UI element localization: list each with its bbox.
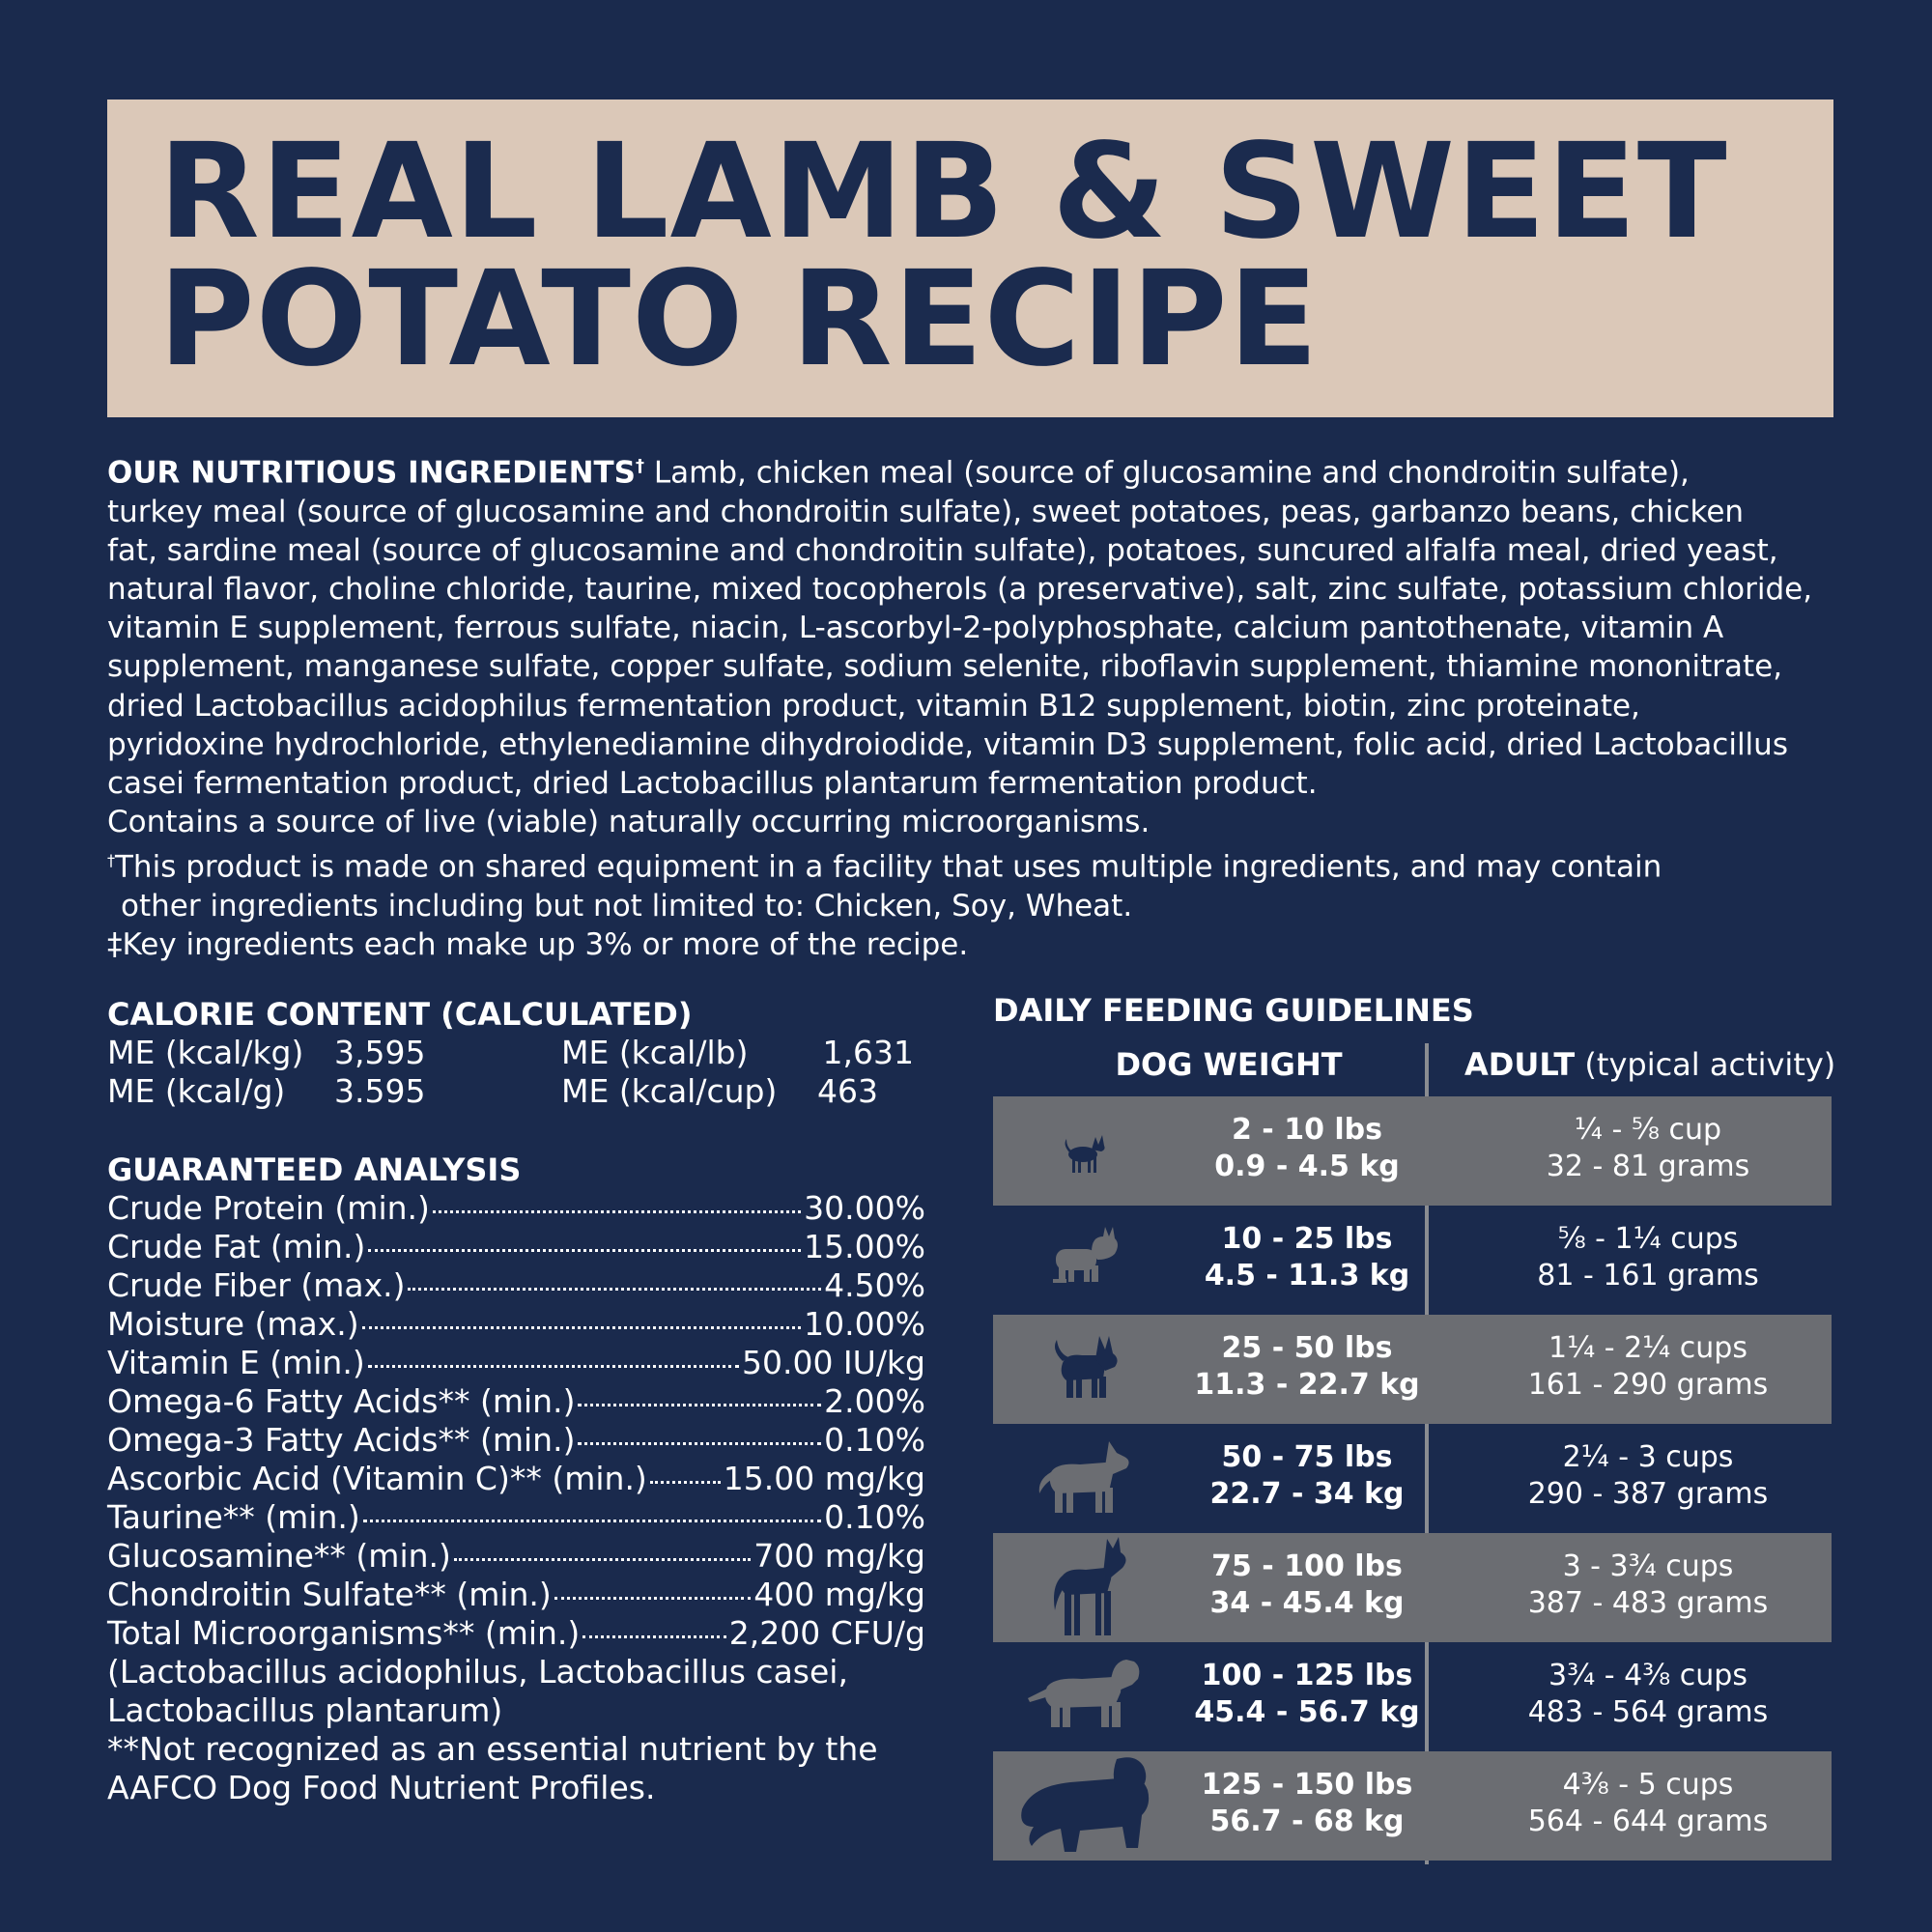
dot-leader bbox=[578, 1404, 821, 1406]
dot-leader bbox=[554, 1597, 751, 1600]
dot-leader bbox=[582, 1635, 725, 1638]
weight-lbs: 125 - 150 lbs bbox=[1201, 1768, 1413, 1802]
key-ingredients-note: ‡Key ingredients each make up 3% or more of the recipe. bbox=[107, 927, 969, 963]
dot-leader bbox=[362, 1326, 802, 1329]
guaranteed-analysis-section bbox=[107, 1151, 925, 1807]
amount-grams: 32 - 81 grams bbox=[1546, 1150, 1750, 1183]
ingredients-line: natural flavor, choline chloride, taurine, mixed tocopherols (a preservative), salt, zinc sulfate, potassium chloride, bbox=[107, 571, 1813, 607]
amount-grams: 387 - 483 grams bbox=[1527, 1586, 1769, 1620]
feeding-row bbox=[993, 1315, 1832, 1424]
feeding-row bbox=[993, 1096, 1832, 1206]
analysis-row bbox=[107, 1498, 925, 1537]
analysis-label: Moisture (max.) bbox=[107, 1305, 359, 1343]
analysis-value: 10.00% bbox=[804, 1305, 925, 1343]
amount-cups: 3 - 3¾ cups bbox=[1562, 1549, 1734, 1583]
dog-weight-cell bbox=[1148, 1658, 1466, 1731]
weight-lbs: 100 - 125 lbs bbox=[1201, 1659, 1413, 1692]
amount-grams: 290 - 387 grams bbox=[1527, 1477, 1769, 1511]
amount-grams: 483 - 564 grams bbox=[1527, 1695, 1769, 1729]
weight-lbs: 75 - 100 lbs bbox=[1211, 1549, 1403, 1583]
adult-amount-cell bbox=[1464, 1658, 1832, 1731]
analysis-row bbox=[107, 1460, 925, 1498]
analysis-heading: GUARANTEED ANALYSIS bbox=[107, 1151, 522, 1188]
ingredients-line: vitamin E supplement, ferrous sulfate, niacin, L-ascorbyl-2-polyphosphate, calcium pantothenate, vitamin A bbox=[107, 611, 1724, 646]
amount-grams: 81 - 161 grams bbox=[1537, 1259, 1759, 1293]
ingredients-line: casei fermentation product, dried Lactobacillus plantarum fermentation product. bbox=[107, 765, 1318, 801]
feeding-row bbox=[993, 1642, 1832, 1751]
analysis-note: (Lactobacillus acidophilus, Lactobacillus casei, bbox=[107, 1653, 848, 1690]
title-line-1: REAL LAMB & SWEET bbox=[158, 116, 1728, 269]
amount-cups: 1¼ - 2¼ cups bbox=[1548, 1331, 1747, 1365]
dot-leader bbox=[433, 1210, 801, 1213]
weight-kg: 4.5 - 11.3 kg bbox=[1204, 1259, 1410, 1293]
calorie-value: 3.595 bbox=[334, 1072, 426, 1110]
analysis-value: 2,200 CFU/g bbox=[728, 1614, 925, 1652]
dot-leader bbox=[578, 1442, 821, 1445]
dog-weight-cell bbox=[1148, 1112, 1466, 1185]
adult-amount-cell bbox=[1464, 1112, 1832, 1185]
analysis-note: Lactobacillus plantarum) bbox=[107, 1691, 503, 1729]
analysis-value: 30.00% bbox=[804, 1189, 925, 1227]
analysis-label: Ascorbic Acid (Vitamin C)** (min.) bbox=[107, 1460, 647, 1497]
analysis-value: 400 mg/kg bbox=[753, 1576, 925, 1613]
weight-kg: 34 - 45.4 kg bbox=[1209, 1586, 1405, 1620]
adult-header-bold: ADULT bbox=[1464, 1046, 1576, 1083]
weight-lbs: 2 - 10 lbs bbox=[1231, 1113, 1383, 1147]
weight-kg: 0.9 - 4.5 kg bbox=[1214, 1150, 1400, 1183]
analysis-value: 15.00 mg/kg bbox=[723, 1460, 925, 1497]
amount-cups: 3¾ - 4⅜ cups bbox=[1548, 1659, 1747, 1692]
dot-leader bbox=[368, 1365, 739, 1368]
analysis-label: Omega-6 Fatty Acids** (min.) bbox=[107, 1382, 576, 1420]
calorie-grid bbox=[107, 1034, 957, 1111]
ingredients-section bbox=[107, 447, 1846, 964]
analysis-row bbox=[107, 1614, 925, 1653]
adult-header-rest: (typical activity) bbox=[1575, 1046, 1836, 1083]
analysis-label: Crude Protein (min.) bbox=[107, 1189, 430, 1227]
shared-equipment-note bbox=[107, 841, 1846, 887]
analysis-value: 15.00% bbox=[804, 1228, 925, 1265]
weight-kg: 11.3 - 22.7 kg bbox=[1194, 1368, 1420, 1402]
calorie-value: 1,631 bbox=[822, 1034, 914, 1071]
adult-amount-cell bbox=[1464, 1221, 1832, 1294]
weight-lbs: 50 - 75 lbs bbox=[1221, 1440, 1393, 1474]
weight-lbs: 10 - 25 lbs bbox=[1221, 1222, 1393, 1256]
french-bulldog-icon bbox=[1012, 1206, 1152, 1315]
analysis-value: 700 mg/kg bbox=[753, 1537, 925, 1575]
analysis-value: 0.10% bbox=[824, 1498, 925, 1536]
calorie-label: ME (kcal/lb) bbox=[561, 1034, 749, 1071]
feeding-row bbox=[993, 1751, 1832, 1861]
feeding-row bbox=[993, 1424, 1832, 1533]
adult-amount-cell bbox=[1464, 1330, 1832, 1404]
analysis-row bbox=[107, 1189, 925, 1228]
ingredients-line: supplement, manganese sulfate, copper sulfate, sodium selenite, riboflavin supplement, thiamine mononitrate, bbox=[107, 649, 1783, 685]
analysis-row bbox=[107, 1344, 925, 1382]
analysis-value: 4.50% bbox=[824, 1266, 925, 1304]
weight-kg: 22.7 - 34 kg bbox=[1209, 1477, 1405, 1511]
analysis-row bbox=[107, 1382, 925, 1421]
analysis-row bbox=[107, 1305, 925, 1344]
dot-leader bbox=[650, 1481, 721, 1484]
dog-weight-cell bbox=[1148, 1548, 1466, 1622]
adult-amount-cell bbox=[1464, 1767, 1832, 1840]
weight-lbs: 25 - 50 lbs bbox=[1221, 1331, 1393, 1365]
amount-cups: ¼ - ⅝ cup bbox=[1574, 1113, 1722, 1147]
analysis-note: **Not recognized as an essential nutrient by the bbox=[107, 1730, 878, 1768]
fluffy-large-dog-icon bbox=[1012, 1751, 1152, 1861]
dot-leader bbox=[454, 1558, 751, 1561]
title-banner bbox=[107, 99, 1833, 417]
analysis-label: Crude Fat (min.) bbox=[107, 1228, 366, 1265]
ingredients-line: fat, sardine meal (source of glucosamine and chondroitin sulfate), potatoes, suncured alfalfa meal, dried yeast, bbox=[107, 532, 1778, 568]
analysis-label: Chondroitin Sulfate** (min.) bbox=[107, 1576, 552, 1613]
amount-cups: 4⅜ - 5 cups bbox=[1562, 1768, 1734, 1802]
analysis-value: 2.00% bbox=[824, 1382, 925, 1420]
analysis-note: AAFCO Dog Food Nutrient Profiles. bbox=[107, 1769, 656, 1806]
dot-leader bbox=[363, 1520, 821, 1522]
terrier-icon bbox=[1012, 1315, 1152, 1424]
amount-grams: 564 - 644 grams bbox=[1527, 1804, 1769, 1838]
feeding-row bbox=[993, 1206, 1832, 1315]
dog-weight-cell bbox=[1148, 1767, 1466, 1840]
shared-equipment-line-1: This product is made on shared equipment in a facility that uses multiple ingredients, and may contain bbox=[115, 849, 1662, 885]
title-line-2: POTATO RECIPE bbox=[158, 243, 1320, 396]
ingredients-line: pyridoxine hydrochloride, ethylenediamine dihydroiodide, vitamin D3 supplement, folic acid, dried Lactobacillus bbox=[107, 726, 1788, 762]
ingredients-heading: OUR NUTRITIOUS INGREDIENTS bbox=[107, 455, 637, 491]
dot-leader bbox=[368, 1249, 801, 1252]
calorie-content-section bbox=[107, 995, 957, 1111]
analysis-row bbox=[107, 1576, 925, 1614]
ingredients-line: dried Lactobacillus acidophilus fermentation product, vitamin B12 supplement, biotin, zinc proteinate, bbox=[107, 688, 1640, 724]
live-microorganisms-note: Contains a source of live (viable) naturally occurring microorganisms. bbox=[107, 805, 1151, 840]
calorie-label: ME (kcal/cup) bbox=[561, 1072, 778, 1110]
analysis-row bbox=[107, 1266, 925, 1305]
analysis-row bbox=[107, 1228, 925, 1266]
analysis-label: Total Microorganisms** (min.) bbox=[107, 1614, 581, 1652]
calorie-heading: CALORIE CONTENT (CALCULATED) bbox=[107, 996, 693, 1033]
adult-amount-cell bbox=[1464, 1439, 1832, 1513]
analysis-row bbox=[107, 1537, 925, 1576]
great-dane-icon bbox=[1012, 1533, 1152, 1642]
feeding-heading: DAILY FEEDING GUIDELINES bbox=[993, 992, 1474, 1029]
analysis-label: Glucosamine** (min.) bbox=[107, 1537, 451, 1575]
dog-weight-cell bbox=[1148, 1330, 1466, 1404]
analysis-label: Crude Fiber (max.) bbox=[107, 1266, 406, 1304]
analysis-value: 0.10% bbox=[824, 1421, 925, 1459]
ingredients-line: turkey meal (source of glucosamine and chondroitin sulfate), sweet potatoes, peas, garbanzo beans, chicken bbox=[107, 494, 1745, 529]
shared-equipment-line-2: other ingredients including but not limited to: Chicken, Soy, Wheat. bbox=[121, 888, 1133, 923]
calorie-label: ME (kcal/kg) bbox=[107, 1034, 304, 1071]
weight-kg: 45.4 - 56.7 kg bbox=[1194, 1695, 1420, 1729]
adult-header bbox=[1464, 1045, 1836, 1084]
analysis-label: Taurine** (min.) bbox=[107, 1498, 360, 1536]
ingredients-heading-mark: † bbox=[636, 456, 645, 476]
amount-grams: 161 - 290 grams bbox=[1527, 1368, 1769, 1402]
calorie-value: 3,595 bbox=[334, 1034, 426, 1071]
analysis-value: 50.00 IU/kg bbox=[741, 1344, 925, 1381]
dog-weight-cell bbox=[1148, 1439, 1466, 1513]
pitbull-icon bbox=[1012, 1642, 1152, 1751]
analysis-row bbox=[107, 1421, 925, 1460]
dot-leader bbox=[408, 1288, 821, 1291]
ingredients-line: Lamb, chicken meal (source of glucosamine and chondroitin sulfate), bbox=[653, 455, 1690, 491]
chihuahua-icon bbox=[1012, 1096, 1152, 1206]
adult-amount-cell bbox=[1464, 1548, 1832, 1622]
analysis-label: Omega-3 Fatty Acids** (min.) bbox=[107, 1421, 576, 1459]
analysis-label: Vitamin E (min.) bbox=[107, 1344, 365, 1381]
dog-weight-cell bbox=[1148, 1221, 1466, 1294]
medium-dog-icon bbox=[1012, 1424, 1152, 1533]
dog-weight-header: DOG WEIGHT bbox=[1115, 1046, 1343, 1083]
calorie-label: ME (kcal/g) bbox=[107, 1072, 286, 1110]
feeding-rows bbox=[993, 1096, 1832, 1861]
weight-kg: 56.7 - 68 kg bbox=[1209, 1804, 1405, 1838]
calorie-value: 463 bbox=[817, 1072, 878, 1110]
amount-cups: 2¼ - 3 cups bbox=[1562, 1440, 1734, 1474]
shared-equipment-mark: † bbox=[107, 851, 115, 870]
feeding-row bbox=[993, 1533, 1832, 1642]
amount-cups: ⅝ - 1¼ cups bbox=[1557, 1222, 1739, 1256]
